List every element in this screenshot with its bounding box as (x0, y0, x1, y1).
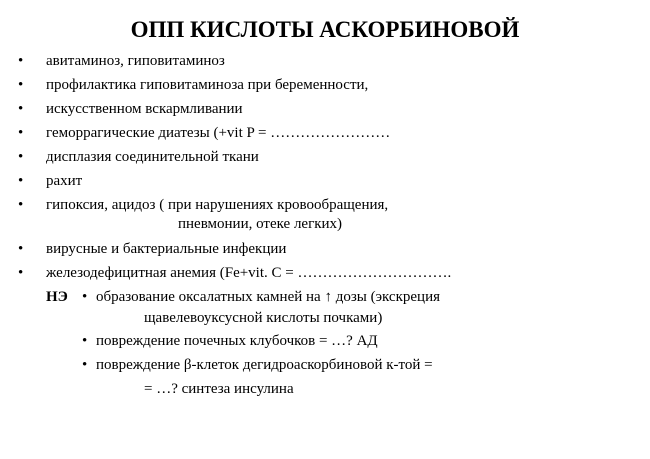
side-effect-item: образование оксалатных камней на ↑ дозы (экскреция (96, 289, 440, 305)
bullet-icon: • (82, 333, 88, 349)
indication-item: геморрагические диатезы (+vit P = …………………… (46, 125, 391, 141)
side-effect-item: повреждение почечных клубочков = …? АД (96, 333, 378, 349)
bullet-icon: • (18, 125, 24, 141)
side-effect-item: повреждение β-клеток дегидроаскорбиновой к-той = (96, 357, 433, 373)
bullet-icon: • (18, 77, 24, 93)
bullet-icon: • (18, 241, 24, 257)
bullet-icon: • (18, 265, 24, 281)
indication-item: гипоксия, ацидоз ( при нарушениях кровообращения, (46, 197, 389, 213)
bullet-icon: • (18, 149, 24, 165)
indication-item: рахит (46, 173, 83, 189)
indication-item: искусственном вскармливании (46, 101, 243, 117)
bullet-icon: • (18, 101, 24, 117)
bullet-icon: • (82, 357, 88, 373)
side-effect-continuation: = …? синтеза инсулина (144, 381, 294, 397)
bullet-icon: • (18, 197, 24, 213)
indication-item: железодефицитная анемия (Fe+vit. C = …………………………. (46, 265, 452, 281)
slide-title: ОПП КИСЛОТЫ АСКОРБИНОВОЙ (130, 17, 520, 42)
indication-item: профилактика гиповитаминоза при беременности, (46, 77, 369, 93)
indication-item: авитаминоз, гиповитаминоз (46, 53, 225, 69)
bullet-icon: • (18, 53, 24, 69)
indication-continuation: пневмонии, отеке легких) (178, 216, 343, 232)
indication-item: вирусные и бактериальные инфекции (46, 241, 287, 257)
side-effects-label: НЭ (46, 289, 68, 305)
side-effect-continuation: щавелевоуксусной кислоты почками) (144, 310, 383, 326)
bullet-icon: • (18, 173, 24, 189)
bullet-icon: • (82, 289, 88, 305)
indication-item: дисплазия соединительной ткани (46, 149, 259, 165)
